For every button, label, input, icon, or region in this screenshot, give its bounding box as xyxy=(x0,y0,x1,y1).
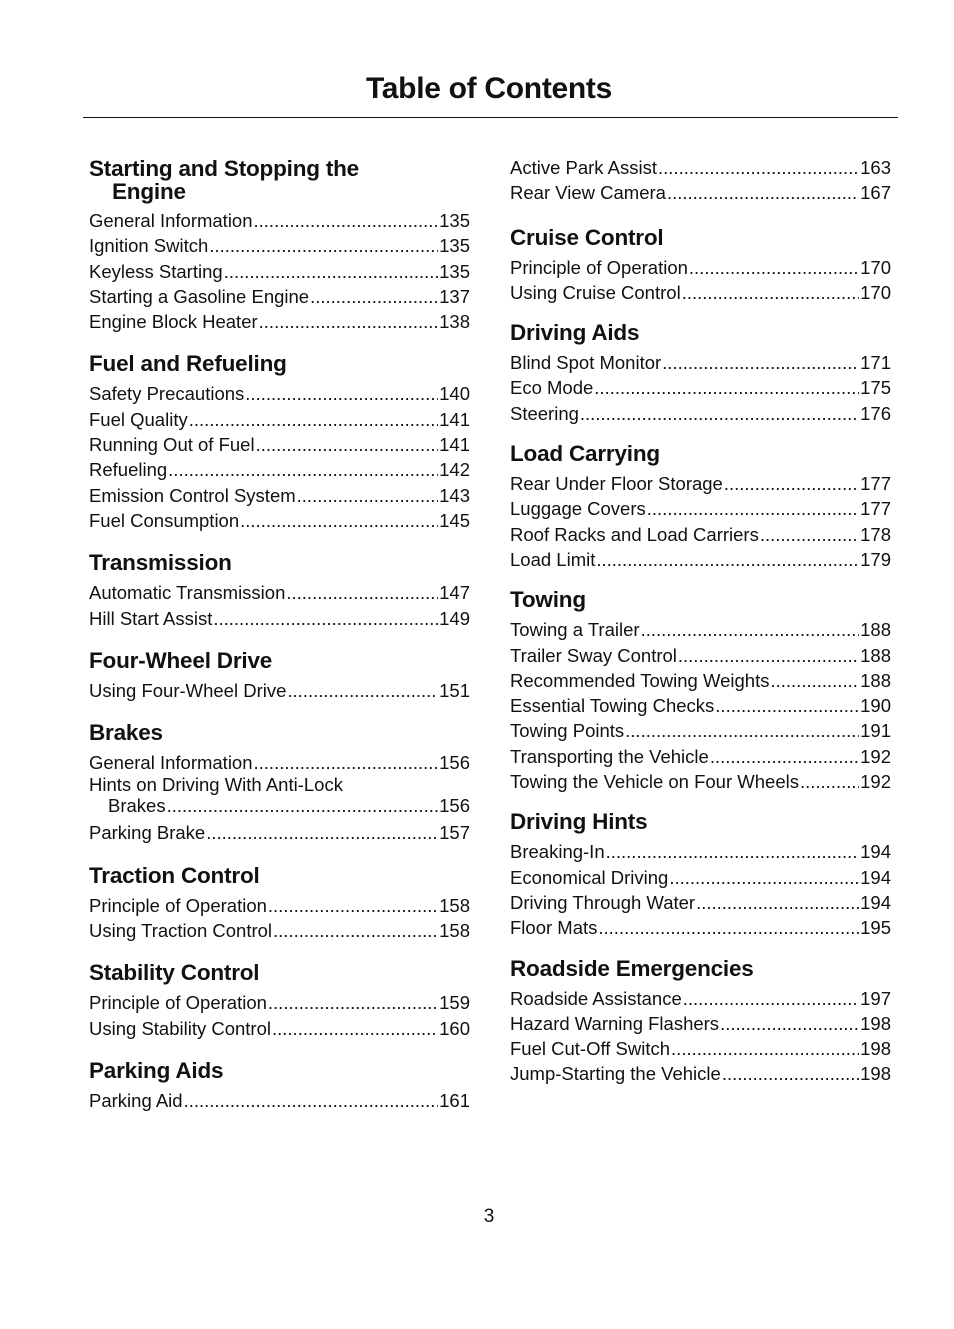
entry-page-number: 192 xyxy=(860,745,891,767)
toc-entry[interactable] xyxy=(510,643,891,668)
entry-page-number: 158 xyxy=(439,894,470,916)
section-heading-line: Engine xyxy=(112,179,186,204)
toc-entry[interactable] xyxy=(510,255,891,280)
entry-title: Engine Block Heater xyxy=(89,311,258,333)
toc-section xyxy=(89,864,470,944)
entry-title: Recommended Towing Weights xyxy=(510,669,770,691)
toc-entry[interactable] xyxy=(89,775,470,817)
entry-page-number: 167 xyxy=(860,182,891,204)
toc-entry[interactable] xyxy=(89,606,470,631)
entry-page-number: 141 xyxy=(439,434,470,456)
entry-title: Rear View Camera xyxy=(510,182,666,204)
entry-page-number: 160 xyxy=(439,1017,470,1039)
toc-left-column xyxy=(89,157,470,1131)
dot-leader xyxy=(689,255,859,280)
dot-leader xyxy=(287,678,438,703)
toc-entry[interactable] xyxy=(89,309,470,334)
toc-entry[interactable] xyxy=(89,918,470,943)
entry-title: Towing Points xyxy=(510,720,625,742)
dot-leader xyxy=(272,1016,438,1041)
entry-title: Blind Spot Monitor xyxy=(510,352,662,374)
dot-leader xyxy=(682,280,859,305)
toc-entry[interactable] xyxy=(510,496,891,521)
entry-title: Emission Control System xyxy=(89,484,296,506)
toc-entry[interactable] xyxy=(510,522,891,547)
toc-entry[interactable] xyxy=(89,990,470,1015)
dot-leader xyxy=(770,668,859,693)
entry-page-number: 158 xyxy=(439,920,470,942)
section-heading xyxy=(89,157,470,203)
toc-entry[interactable] xyxy=(510,280,891,305)
dot-leader xyxy=(254,208,439,233)
entry-page-number: 141 xyxy=(439,408,470,430)
entry-page-number: 188 xyxy=(860,619,891,641)
entry-page-number: 194 xyxy=(860,841,891,863)
section-heading: Traction Control xyxy=(89,862,260,888)
entry-title: Rear Under Floor Storage xyxy=(510,473,723,495)
toc-entry[interactable] xyxy=(89,457,470,482)
toc-entry[interactable] xyxy=(510,839,891,864)
page-title: Table of Contents xyxy=(365,72,612,105)
entry-title: Brakes xyxy=(108,795,166,817)
entry-title: Ignition Switch xyxy=(89,235,209,257)
entry-title: Breaking-In xyxy=(510,841,605,863)
entry-title: Principle of Operation xyxy=(89,992,267,1014)
dot-leader xyxy=(189,407,438,432)
entry-page-number: 163 xyxy=(860,157,891,178)
dot-leader xyxy=(658,155,859,180)
section-heading: Fuel and Refueling xyxy=(89,351,287,377)
toc-entry[interactable] xyxy=(510,1011,891,1036)
dot-leader xyxy=(167,795,439,817)
entry-title: Automatic Transmission xyxy=(89,582,286,604)
entry-page-number: 194 xyxy=(860,891,891,913)
toc-entry[interactable] xyxy=(510,617,891,642)
section-heading: Towing xyxy=(510,587,586,613)
entry-page-number: 143 xyxy=(439,484,470,506)
entry-page-number: 147 xyxy=(439,582,470,604)
toc-section xyxy=(89,157,470,334)
entry-page-number: 198 xyxy=(860,1063,891,1085)
entry-title: Towing a Trailer xyxy=(510,619,640,641)
dot-leader xyxy=(224,259,438,284)
entry-page-number: 156 xyxy=(439,795,470,817)
entry-page-number: 188 xyxy=(860,669,891,691)
entry-title: Trailer Sway Control xyxy=(510,644,677,666)
entry-page-number: 178 xyxy=(860,523,891,545)
toc-entry[interactable] xyxy=(510,915,891,940)
entry-page-number: 159 xyxy=(439,992,470,1014)
dot-leader xyxy=(683,986,859,1011)
dot-leader xyxy=(245,381,438,406)
entry-page-number: 135 xyxy=(439,210,470,231)
dot-leader xyxy=(800,769,859,794)
dot-leader xyxy=(596,547,859,572)
toc-section xyxy=(89,961,470,1041)
entry-page-number: 170 xyxy=(860,281,891,303)
entry-title: Roadside Assistance xyxy=(510,987,682,1009)
entry-page-number: 161 xyxy=(439,1089,470,1111)
section-heading-line: Starting and Stopping the xyxy=(89,156,359,181)
toc-entry[interactable] xyxy=(89,407,470,432)
entry-page-number: 177 xyxy=(860,473,891,495)
toc-entry[interactable] xyxy=(510,718,891,743)
entry-title: Principle of Operation xyxy=(510,256,688,278)
entry-title: Using Stability Control xyxy=(89,1017,271,1039)
toc-entry[interactable] xyxy=(510,668,891,693)
entry-title: Jump-Starting the Vehicle xyxy=(510,1063,721,1085)
dot-leader xyxy=(625,718,859,743)
toc-entry[interactable] xyxy=(510,547,891,572)
entry-page-number: 188 xyxy=(860,644,891,666)
toc-section xyxy=(510,155,891,206)
dot-leader xyxy=(168,457,438,482)
entry-title: Floor Mats xyxy=(510,917,598,939)
dot-leader xyxy=(254,750,439,775)
entry-title: Driving Through Water xyxy=(510,891,696,913)
entry-title: Transporting the Vehicle xyxy=(510,745,709,767)
dot-leader xyxy=(273,918,438,943)
entry-title: Running Out of Fuel xyxy=(89,434,255,456)
entry-title: Principle of Operation xyxy=(89,894,267,916)
entry-page-number: 198 xyxy=(860,1012,891,1034)
dot-leader xyxy=(206,820,438,845)
entry-title: Active Park Assist xyxy=(510,157,658,178)
toc-right-column xyxy=(510,155,891,1103)
entry-title: Keyless Starting xyxy=(89,260,223,282)
section-heading: Driving Aids xyxy=(510,320,640,346)
dot-leader xyxy=(669,865,859,890)
dot-leader xyxy=(213,606,438,631)
dot-leader xyxy=(696,890,859,915)
toc-entry[interactable] xyxy=(89,381,470,406)
section-heading: Cruise Control xyxy=(510,224,664,250)
entry-title: Economical Driving xyxy=(510,866,669,888)
dot-leader xyxy=(720,1011,859,1036)
entry-title: Hill Start Assist xyxy=(89,607,213,629)
section-heading: Four-Wheel Drive xyxy=(89,647,273,673)
entry-title: Fuel Cut-Off Switch xyxy=(510,1038,671,1060)
toc-section xyxy=(510,442,891,572)
dot-leader xyxy=(598,915,859,940)
toc-entry[interactable] xyxy=(89,432,470,457)
toc-section xyxy=(510,588,891,794)
entry-page-number: 195 xyxy=(860,917,891,939)
dot-leader xyxy=(724,471,859,496)
toc-section xyxy=(89,649,470,703)
dot-leader xyxy=(760,522,859,547)
entry-page-number: 145 xyxy=(439,509,470,531)
toc-entry[interactable] xyxy=(510,180,891,205)
entry-page-number: 198 xyxy=(860,1038,891,1060)
toc-entry[interactable] xyxy=(510,890,891,915)
dot-leader xyxy=(268,893,438,918)
dot-leader xyxy=(240,508,438,533)
entry-title: Eco Mode xyxy=(510,377,594,399)
toc-section xyxy=(89,1059,470,1113)
dot-leader xyxy=(647,496,859,521)
toc-section xyxy=(510,321,891,426)
dot-leader xyxy=(268,990,438,1015)
entry-title: Hazard Warning Flashers xyxy=(510,1012,720,1034)
dot-leader xyxy=(722,1061,859,1086)
entry-page-number: 175 xyxy=(860,377,891,399)
section-heading: Transmission xyxy=(89,550,232,576)
entry-page-number: 179 xyxy=(860,548,891,570)
toc-entry[interactable] xyxy=(89,580,470,605)
toc-entry[interactable] xyxy=(510,693,891,718)
dot-leader xyxy=(678,643,859,668)
entry-title: Roof Racks and Load Carriers xyxy=(510,523,759,545)
entry-title: General Information xyxy=(89,752,253,774)
toc-entry[interactable] xyxy=(89,284,470,309)
toc-entry[interactable] xyxy=(510,375,891,400)
entry-page-number: 170 xyxy=(860,256,891,278)
toc-section xyxy=(89,721,470,846)
section-heading: Load Carrying xyxy=(510,441,660,467)
section-heading: Stability Control xyxy=(89,960,260,986)
toc-entry[interactable] xyxy=(89,1088,470,1113)
entry-page-number: 192 xyxy=(860,771,891,793)
entry-page-number: 137 xyxy=(439,285,470,307)
toc-section xyxy=(510,957,891,1087)
toc-entry[interactable] xyxy=(89,1016,470,1041)
toc-entry[interactable] xyxy=(89,750,470,775)
entry-title: Towing the Vehicle on Four Wheels xyxy=(510,771,799,793)
toc-section xyxy=(510,226,891,306)
entry-page-number: 177 xyxy=(860,498,891,520)
entry-title: Refueling xyxy=(89,459,168,481)
entry-page-number: 151 xyxy=(439,679,470,701)
toc-entry[interactable] xyxy=(510,1061,891,1086)
entry-title: Load Limit xyxy=(510,548,596,570)
toc-entry[interactable] xyxy=(510,865,891,890)
dot-leader xyxy=(662,350,859,375)
dot-leader xyxy=(671,1036,859,1061)
page-number: 3 xyxy=(483,1206,495,1227)
dot-leader xyxy=(184,1088,439,1113)
entry-title: Starting a Gasoline Engine xyxy=(89,285,310,307)
toc-entry[interactable] xyxy=(89,233,470,258)
dot-leader xyxy=(641,617,860,642)
entry-title: Fuel Quality xyxy=(89,408,188,430)
entry-page-number: 176 xyxy=(860,402,891,424)
dot-leader xyxy=(256,432,439,457)
entry-title: Steering xyxy=(510,402,579,424)
toc-entry[interactable] xyxy=(89,820,470,845)
toc-entry[interactable] xyxy=(89,208,470,233)
entry-title: Luggage Covers xyxy=(510,498,646,520)
dot-leader xyxy=(286,580,438,605)
toc-section xyxy=(510,810,891,940)
entry-title: Essential Towing Checks xyxy=(510,695,715,717)
dot-leader xyxy=(310,284,438,309)
toc-entry[interactable] xyxy=(510,744,891,769)
entry-page-number: 138 xyxy=(439,311,470,333)
entry-page-number: 191 xyxy=(860,720,891,742)
dot-leader xyxy=(710,744,859,769)
dot-leader xyxy=(259,309,438,334)
toc-section xyxy=(89,551,470,631)
entry-title: Parking Aid xyxy=(89,1089,183,1111)
entry-page-number: 156 xyxy=(439,752,470,774)
entry-page-number: 157 xyxy=(439,822,470,844)
toc-entry[interactable] xyxy=(510,155,891,180)
toc-section xyxy=(89,352,470,533)
toc-entry[interactable] xyxy=(510,471,891,496)
section-heading: Brakes xyxy=(89,720,163,746)
dot-leader xyxy=(580,401,859,426)
toc-entry[interactable] xyxy=(89,893,470,918)
title-divider xyxy=(83,117,898,118)
entry-title: Safety Precautions xyxy=(89,383,245,405)
entry-page-number: 197 xyxy=(860,987,891,1009)
dot-leader xyxy=(715,693,859,718)
toc-entry[interactable] xyxy=(510,401,891,426)
entry-page-number: 140 xyxy=(439,383,470,405)
dot-leader xyxy=(209,233,438,258)
dot-leader xyxy=(297,483,438,508)
entry-page-number: 149 xyxy=(439,607,470,629)
toc-entry[interactable] xyxy=(89,508,470,533)
toc-entry[interactable] xyxy=(510,350,891,375)
dot-leader xyxy=(606,839,860,864)
dot-leader xyxy=(594,375,859,400)
entry-page-number: 135 xyxy=(439,260,470,282)
dot-leader xyxy=(667,180,859,205)
toc-entry[interactable] xyxy=(89,259,470,284)
section-heading: Parking Aids xyxy=(89,1057,224,1083)
entry-page-number: 135 xyxy=(439,235,470,257)
entry-title: Parking Brake xyxy=(89,822,206,844)
entry-title: General Information xyxy=(89,210,253,231)
entry-title: Using Four-Wheel Drive xyxy=(89,679,287,701)
entry-title: Using Traction Control xyxy=(89,920,273,942)
entry-title: Fuel Consumption xyxy=(89,509,240,531)
toc-entry[interactable] xyxy=(89,678,470,703)
toc-entry[interactable] xyxy=(89,483,470,508)
entry-page-number: 142 xyxy=(439,459,470,481)
entry-title: Using Cruise Control xyxy=(510,281,681,303)
section-heading: Driving Hints xyxy=(510,809,648,835)
entry-line xyxy=(89,795,470,817)
section-heading: Roadside Emergencies xyxy=(510,955,754,981)
toc-entry[interactable] xyxy=(510,1036,891,1061)
entry-title: Hints on Driving With Anti-Lock xyxy=(89,775,343,796)
entry-page-number: 194 xyxy=(860,866,891,888)
toc-entry[interactable] xyxy=(510,986,891,1011)
entry-page-number: 190 xyxy=(860,695,891,717)
toc-entry[interactable] xyxy=(510,769,891,794)
entry-page-number: 171 xyxy=(860,352,891,374)
